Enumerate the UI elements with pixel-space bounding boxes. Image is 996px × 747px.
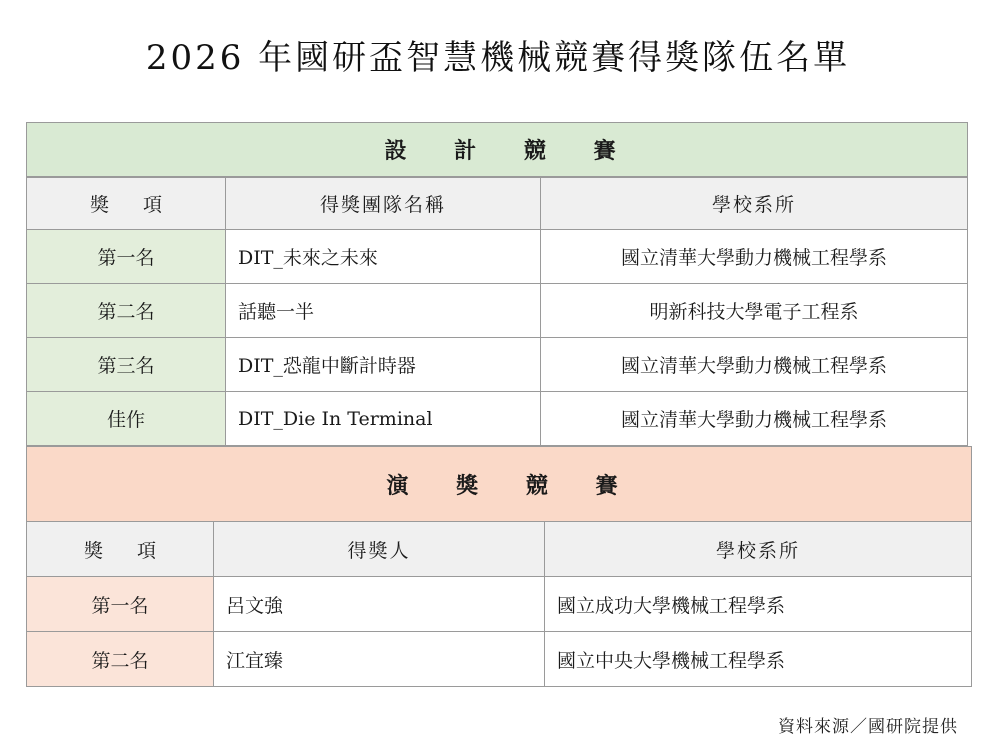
speech-row-award: 第一名 <box>26 576 214 632</box>
page-title: 2026 年國研盃智慧機械競賽得獎隊伍名單 <box>145 38 851 78</box>
design-header-award: 獎 項 <box>26 177 226 230</box>
design-row-team: 話聽一半 <box>225 283 541 338</box>
speech-header-award: 獎 項 <box>26 521 214 577</box>
speech-row-award: 第二名 <box>26 631 214 687</box>
design-row-school: 國立清華大學動力機械工程學系 <box>540 337 968 392</box>
design-row-award: 第三名 <box>26 337 226 392</box>
design-row-school: 明新科技大學電子工程系 <box>540 283 968 338</box>
design-row-award: 佳作 <box>26 391 226 446</box>
design-row-team: DIT_未來之未來 <box>225 229 541 284</box>
design-row-school: 國立清華大學動力機械工程學系 <box>540 391 968 446</box>
design-section-title: 設 計 競 賽 <box>26 122 968 177</box>
design-row-team: DIT_恐龍中斷計時器 <box>225 337 541 392</box>
design-row-school: 國立清華大學動力機械工程學系 <box>540 229 968 284</box>
speech-row-person: 呂文強 <box>213 576 545 632</box>
speech-row-school: 國立中央大學機械工程學系 <box>544 631 972 687</box>
speech-section-title: 演 獎 競 賽 <box>26 446 972 522</box>
speech-header-school: 學校系所 <box>544 521 972 577</box>
design-header-team: 得獎團隊名稱 <box>225 177 541 230</box>
speech-row-person: 江宜臻 <box>213 631 545 687</box>
design-row-team: DIT_Die In Terminal <box>225 391 541 446</box>
speech-header-person: 得獎人 <box>213 521 545 577</box>
design-header-school: 學校系所 <box>540 177 968 230</box>
speech-row-school: 國立成功大學機械工程學系 <box>544 576 972 632</box>
design-row-award: 第二名 <box>26 283 226 338</box>
design-row-award: 第一名 <box>26 229 226 284</box>
source-note: 資料來源／國研院提供 <box>778 717 958 737</box>
